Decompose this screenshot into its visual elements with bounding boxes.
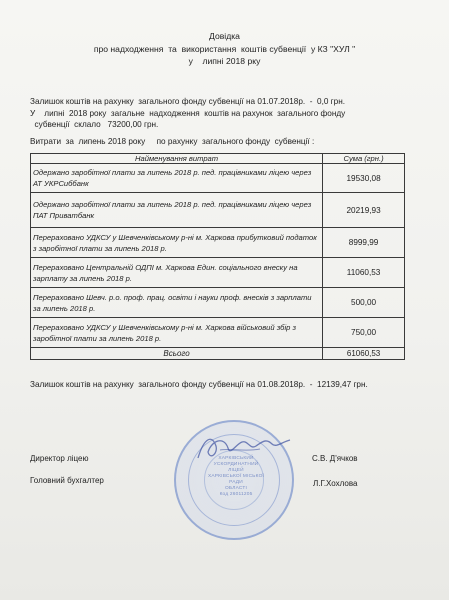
expense-description: Перераховано УДКСУ у Шевченківському р-ні м. Харкова прибутковий податок з заробітної плати за липень 2018 р. <box>31 228 323 258</box>
expense-amount: 750,00 <box>323 318 405 348</box>
income-line-1: У липні 2018 року загальне надходження коштів на рахунок загального фонду <box>30 109 346 118</box>
document-period: у липні 2018 рку <box>188 56 261 67</box>
expenses-intro: Витрати за липень 2018 року по рахунку загального фонду субвенції : <box>30 137 315 146</box>
document-title: Довідка <box>209 31 240 41</box>
income-line-2: субвенції склало 73200,00 грн. <box>30 120 159 129</box>
expense-amount: 19530,08 <box>323 164 405 193</box>
column-header-amount: Сума (грн.) <box>323 154 405 164</box>
expense-description: Перераховано Шевч. р.о. проф. прац. освіти і науки проф. внесків з зарплати за липень 2018 р. <box>31 288 323 318</box>
table-row <box>31 193 405 228</box>
expense-amount: 20219,93 <box>323 193 405 228</box>
closing-balance: Залишок коштів на рахунку загального фонду субвенції на 01.08.2018р. - 12139,47 грн. <box>30 380 368 389</box>
expenses-table <box>30 153 405 360</box>
total-label: Всього <box>31 348 323 360</box>
document-header <box>0 30 449 68</box>
accountant-title: Головний бухгалтер <box>30 476 104 485</box>
stamp-text: ХАРКІВСЬКИЙ УСКОРДИНАТНИЙ ЛІЦЕЙ ХАРКІВСЬКОЇ МІСЬКОЇ РАДИ ОБЛАСТІ Код 26011205 <box>207 456 265 497</box>
column-header-name: Найменування витрат <box>31 154 323 164</box>
table-row <box>31 164 405 193</box>
director-title: Директор ліцею <box>30 454 89 463</box>
expense-amount: 500,00 <box>323 288 405 318</box>
total-amount: 61060,53 <box>323 348 405 360</box>
expense-description: Перераховано Центральній ОДПІ м. Харкова Един. соціального внеску на зарплату за липень 2018 р. <box>31 258 323 288</box>
table-row <box>31 288 405 318</box>
expense-amount: 8999,99 <box>323 228 405 258</box>
signature-icon <box>190 428 310 468</box>
table-row <box>31 228 405 258</box>
table-row <box>31 318 405 348</box>
document-subtitle: про надходження та використання коштів субвенції у КЗ "ХУЛ " <box>93 43 356 54</box>
table-total-row <box>31 348 405 360</box>
opening-balance: Залишок коштів на рахунку загального фонду субвенції на 01.07.2018р. - 0,0 грн. <box>30 97 346 106</box>
expense-description: Одержано заробітної плати за липень 2018 р. пед. працівниками ліцею через АТ УКРСиббанк <box>31 164 323 193</box>
expense-description: Одержано заробітної плати за липень 2018 р. пед. працівниками ліцею через ПАТ Приватбанк <box>31 193 323 228</box>
expense-amount: 11060,53 <box>323 258 405 288</box>
table-row <box>31 258 405 288</box>
expense-description: Перераховано УДКСУ у Шевченківському р-ні м. Харкова військовий збір з заробітної плати за липень 2018 р. <box>31 318 323 348</box>
table-header-row <box>31 154 405 164</box>
director-name: С.В. Д'ячков <box>312 454 358 463</box>
accountant-name: Л.Г.Хохлова <box>313 479 358 488</box>
